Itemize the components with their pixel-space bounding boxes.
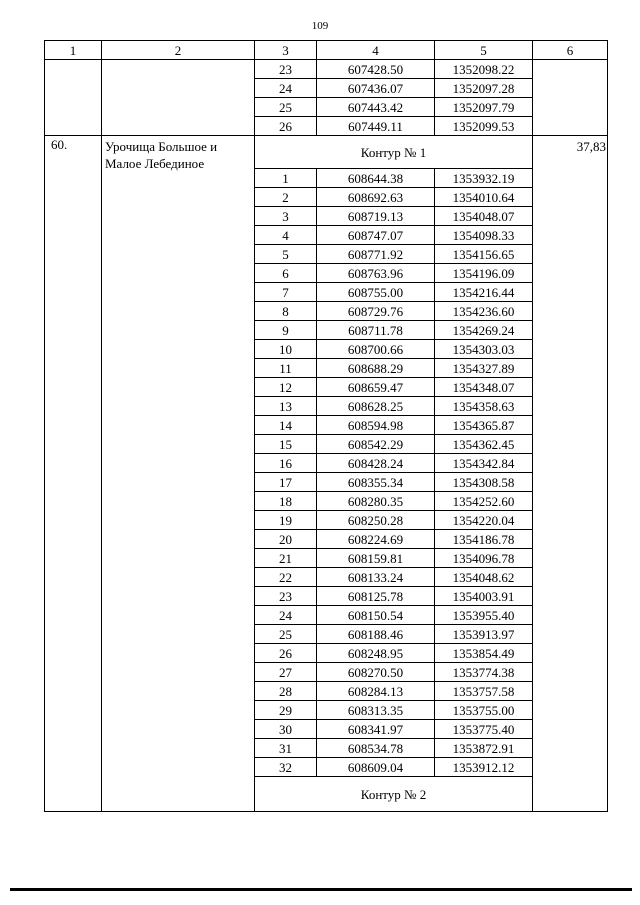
y-coordinate: 1353757.58 [435,682,533,701]
column-header: 2 [102,41,255,60]
point-number: 22 [255,568,317,587]
point-number: 26 [255,644,317,663]
y-coordinate: 1353955.40 [435,606,533,625]
y-coordinate: 1353912.12 [435,758,533,777]
y-coordinate: 1354327.89 [435,359,533,378]
x-coordinate: 607436.07 [317,79,435,98]
y-coordinate: 1354186.78 [435,530,533,549]
point-number: 1 [255,169,317,188]
blank-cell [533,60,608,136]
y-coordinate: 1354236.60 [435,302,533,321]
x-coordinate: 608313.35 [317,701,435,720]
point-number: 30 [255,720,317,739]
column-header: 3 [255,41,317,60]
x-coordinate: 608188.46 [317,625,435,644]
y-coordinate: 1353774.38 [435,663,533,682]
entry-area: 37,83 [533,136,608,812]
footer-rule [10,888,632,891]
x-coordinate: 608711.78 [317,321,435,340]
point-number: 11 [255,359,317,378]
coordinates-table [44,40,608,812]
x-coordinate: 608747.07 [317,226,435,245]
x-coordinate: 608763.96 [317,264,435,283]
x-coordinate: 608700.66 [317,340,435,359]
y-coordinate: 1354365.87 [435,416,533,435]
x-coordinate: 608755.00 [317,283,435,302]
header-row [45,41,608,60]
x-coordinate: 608688.29 [317,359,435,378]
x-coordinate: 608628.25 [317,397,435,416]
point-number: 27 [255,663,317,682]
y-coordinate: 1354362.45 [435,435,533,454]
y-coordinate: 1352097.28 [435,79,533,98]
x-coordinate: 607449.11 [317,117,435,136]
x-coordinate: 608771.92 [317,245,435,264]
contour-title: Контур № 1 [255,136,533,169]
table-body [45,41,608,812]
x-coordinate: 608644.38 [317,169,435,188]
y-coordinate: 1354048.07 [435,207,533,226]
x-coordinate: 608609.04 [317,758,435,777]
point-number: 31 [255,739,317,758]
point-number: 24 [255,79,317,98]
point-number: 5 [255,245,317,264]
blank-cell [102,60,255,136]
point-number: 25 [255,625,317,644]
x-coordinate: 608159.81 [317,549,435,568]
point-number: 4 [255,226,317,245]
y-coordinate: 1352097.79 [435,98,533,117]
point-number: 26 [255,117,317,136]
x-coordinate: 608659.47 [317,378,435,397]
x-coordinate: 608224.69 [317,530,435,549]
entry-name: Урочища Большое и Малое Лебединое [102,136,255,812]
y-coordinate: 1354303.03 [435,340,533,359]
point-number: 25 [255,98,317,117]
point-number: 8 [255,302,317,321]
x-coordinate: 608729.76 [317,302,435,321]
y-coordinate: 1354216.44 [435,283,533,302]
y-coordinate: 1353755.00 [435,701,533,720]
y-coordinate: 1354269.24 [435,321,533,340]
point-number: 2 [255,188,317,207]
point-number: 9 [255,321,317,340]
y-coordinate: 1353913.97 [435,625,533,644]
column-header: 5 [435,41,533,60]
y-coordinate: 1354358.63 [435,397,533,416]
point-number: 29 [255,701,317,720]
x-coordinate: 608594.98 [317,416,435,435]
y-coordinate: 1352099.53 [435,117,533,136]
point-number: 3 [255,207,317,226]
point-number: 18 [255,492,317,511]
y-coordinate: 1354308.58 [435,473,533,492]
x-coordinate: 608133.24 [317,568,435,587]
x-coordinate: 608284.13 [317,682,435,701]
y-coordinate: 1354098.33 [435,226,533,245]
point-number: 32 [255,758,317,777]
x-coordinate: 608719.13 [317,207,435,226]
x-coordinate: 608692.63 [317,188,435,207]
x-coordinate: 608248.95 [317,644,435,663]
column-header: 6 [533,41,608,60]
y-coordinate: 1354096.78 [435,549,533,568]
point-number: 10 [255,340,317,359]
x-coordinate: 607443.42 [317,98,435,117]
column-header: 1 [45,41,102,60]
y-coordinate: 1354003.91 [435,587,533,606]
y-coordinate: 1353775.40 [435,720,533,739]
point-number: 12 [255,378,317,397]
y-coordinate: 1354348.07 [435,378,533,397]
x-coordinate: 608250.28 [317,511,435,530]
y-coordinate: 1353932.19 [435,169,533,188]
point-number: 21 [255,549,317,568]
entry-number: 60. [45,136,102,812]
point-number: 17 [255,473,317,492]
contour-title: Контур № 2 [255,777,533,812]
y-coordinate: 1354048.62 [435,568,533,587]
point-number: 14 [255,416,317,435]
x-coordinate: 608341.97 [317,720,435,739]
x-coordinate: 608150.54 [317,606,435,625]
point-number: 19 [255,511,317,530]
point-number: 13 [255,397,317,416]
y-coordinate: 1353854.49 [435,644,533,663]
point-number: 16 [255,454,317,473]
contour-title-row [45,136,608,169]
point-number: 15 [255,435,317,454]
x-coordinate: 608428.24 [317,454,435,473]
y-coordinate: 1352098.22 [435,60,533,79]
column-header: 4 [317,41,435,60]
y-coordinate: 1354220.04 [435,511,533,530]
x-coordinate: 608280.35 [317,492,435,511]
x-coordinate: 608355.34 [317,473,435,492]
point-number: 23 [255,587,317,606]
x-coordinate: 608534.78 [317,739,435,758]
y-coordinate: 1354156.65 [435,245,533,264]
point-number: 23 [255,60,317,79]
point-number: 28 [255,682,317,701]
y-coordinate: 1354342.84 [435,454,533,473]
point-number: 6 [255,264,317,283]
x-coordinate: 608542.29 [317,435,435,454]
point-number: 20 [255,530,317,549]
y-coordinate: 1354010.64 [435,188,533,207]
y-coordinate: 1354196.09 [435,264,533,283]
blank-cell [45,60,102,136]
y-coordinate: 1354252.60 [435,492,533,511]
point-number: 7 [255,283,317,302]
x-coordinate: 608125.78 [317,587,435,606]
table-row [45,60,608,79]
x-coordinate: 607428.50 [317,60,435,79]
point-number: 24 [255,606,317,625]
x-coordinate: 608270.50 [317,663,435,682]
y-coordinate: 1353872.91 [435,739,533,758]
page-number: 109 [311,20,329,32]
